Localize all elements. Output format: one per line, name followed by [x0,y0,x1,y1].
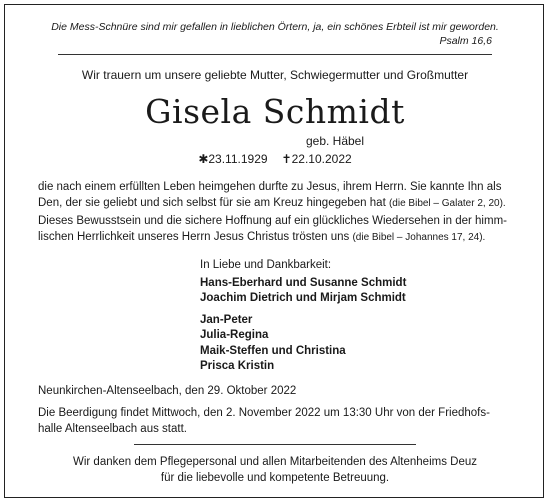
funeral-line2: halle Altenseelbach aus statt. [38,422,187,435]
verse-text: Die Mess-Schnüre sind mir gefallen in lieblichen Örtern, ja, ein schönes Erbteil ist mir geworden. [51,21,499,33]
paragraph-hope-ref: (die Bibel – Johannes 17, 24). [352,231,486,243]
death-date: ✝22.10.2022 [281,152,352,166]
intro-text: Wir trauern um unsere geliebte Mutter, Schwiegermutter und Großmutter [81,68,469,82]
birth-date: ✱23.11.1929 [198,152,268,166]
deceased-name: Gisela Schmidt [145,92,405,131]
grandchild-2: Julia-Regina [200,329,269,341]
maiden-name: geb. Häbel [305,134,365,148]
paragraph-hope [38,214,518,245]
grandchild-1: Jan-Peter [200,313,253,326]
paragraph-life-line1: die nach einem erfüllten Leben heimgehen durfte zu Jesus, ihrem Herrn. Sie kannte Ihn als [38,181,502,193]
verse [0,20,550,48]
grandchild-4: Prisca Kristin [200,360,275,372]
paragraph-life [38,180,518,211]
mourner-couple-1: Hans-Eberhard und Susanne Schmidt [200,276,407,289]
funeral-line1: Die Beerdigung findet Mittwoch, den 2. November 2022 um 13:30 Uhr von der Friedhofs- [38,407,490,419]
paragraph-hope-line2: lischen Herrlichkeit unseres Herrn Jesus Christus trösten uns [38,230,350,243]
mourner-couple-2: Joachim Dietrich und Mirjam Schmidt [200,292,406,304]
bottom-divider [134,444,416,445]
grandchild-3: Maik-Steffen und Christina [200,344,346,357]
paragraph-life-ref: (die Bibel – Galater 2, 20). [388,197,506,209]
thanks-line1: Wir danken dem Pflegepersonal und allen Mitarbeitenden des Altenheims Deuz [72,456,478,468]
life-dates [0,152,550,166]
place-date: Neunkirchen-Altenseelbach, den 29. Oktober 2022 [38,385,297,397]
paragraph-hope-line1: Dieses Bewusstsein und die sichere Hoffnung auf ein glückliches Wiedersehen in der himm- [38,215,507,227]
paragraph-life-line2: Den, der sie geliebt und sich selbst für sie am Kreuz hingegeben hat [38,196,386,209]
mourners-block [200,258,406,375]
verse-reference: Psalm 16,6 [439,35,492,47]
funeral-info [38,406,518,437]
thanks-block [0,455,550,486]
thanks-line2: für die liebevolle und kompetente Betreuung. [160,471,390,484]
top-divider [58,54,492,55]
mourners-heading: In Liebe und Dankbarkeit: [200,259,332,271]
